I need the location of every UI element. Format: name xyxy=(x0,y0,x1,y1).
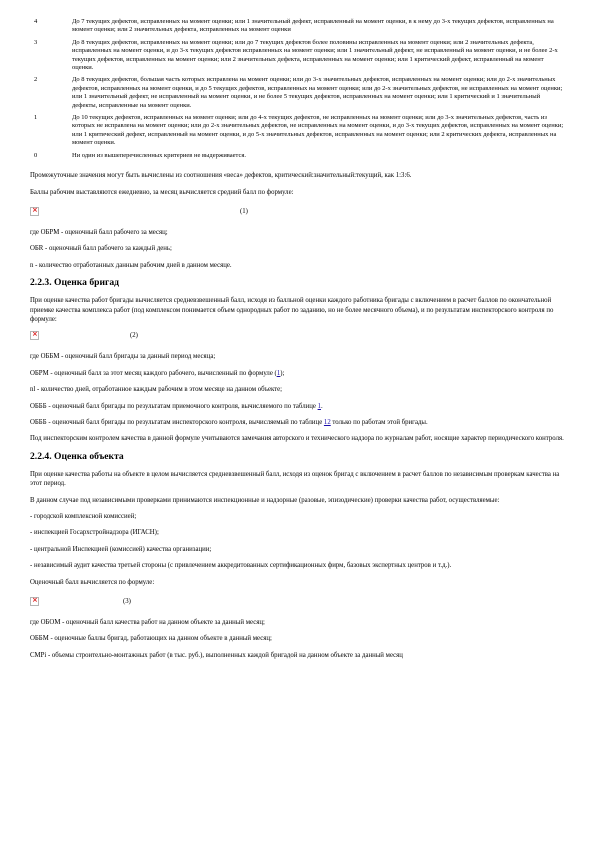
definition-obpm: где OБPM - оценочный балл рабочего за месяц; xyxy=(30,228,168,236)
definition-cmpi: CMPi - объемы строительно-монтажных работ (в тыс. руб.), выполненных каждой бригадой на данном объекте за данный месяц xyxy=(30,651,403,659)
table-12-link[interactable]: 12 xyxy=(323,418,331,426)
broken-image-icon: × xyxy=(32,205,38,214)
formula-number: (2) xyxy=(130,332,138,340)
paragraph-formula-intro: Оценочный балл вычисляется по формуле: xyxy=(30,578,155,586)
formula-3 xyxy=(30,597,565,611)
score-cell: 1 xyxy=(34,114,38,122)
list-item: - городской комплексной комиссией; xyxy=(30,513,137,520)
criteria-cell: До 10 текущих дефектов, исправленных на момент оценки; или до 4-х текущих дефектов, не исправленных на момент оценки; или до 3-х значительных дефектов, часть из которых не исправлена на момент оценки; или до 2-х значительных дефектов, не исправленных на момент оценки, и до 3-х текущих дефектов, исправленных на момент оценки; или 1 критический дефект, исправленный на момент оценки, и до 5-х значительных дефектов, исправленных на момент оценки; или 2 критических дефекта, исправленных на момент оценки. xyxy=(72,114,564,147)
table-row xyxy=(30,39,565,77)
table-row xyxy=(30,152,565,164)
formula-2 xyxy=(30,331,565,345)
paragraph-daily-scores: Баллы рабочим выставляются ежедневно, за месяц вычисляется средний балл по формуле: xyxy=(30,188,294,196)
paragraph-brigade-assessment: При оценке качества работ бригады вычисляется средневзвешенный балл, исходя из балльной оценки каждого работника бригады с включением в расчет баллов по окончательной приемке качества комплекса работ (под комплексом понимается объем однородных работ по заданию, но не более месячного объема), и по результатам инспекторского контроля по формуле: xyxy=(30,297,554,323)
definition-n: n - количество отработанных данным рабочим дней в данном месяце. xyxy=(30,261,232,269)
section-heading-brigades: 2.2.3. Оценка бригад xyxy=(30,277,120,289)
definition-inspection-score: OБББ - оценочный балл бригады по результатам инспекторского контроля, вычисляемый по таблице 12 только по работам этой бригады. xyxy=(30,418,428,426)
table-row xyxy=(30,76,565,114)
score-cell: 0 xyxy=(34,151,38,159)
formula-number: (1) xyxy=(240,207,248,215)
broken-image-icon: × xyxy=(32,596,38,605)
score-cell: 3 xyxy=(34,38,38,46)
score-table xyxy=(30,18,565,164)
criteria-cell: До 8 текущих дефектов, большая часть которых исправлена на момент оценки; или до 3-х значительных дефектов, исправленных на момент оценки; или до 2-х значительных дефектов, исправленных на момент оценки, и до 5 текущих дефектов, исправленных на момент оценки; или до 2-х значительных дефектов, не исправленных на момент оценки; или 1 значительный дефект, не исправленный на момент оценки, и не более 5 текущих дефектов, исправленных на момент оценки; или 1 критический и 1 значительный дефекты, исправленные на момент оценки. xyxy=(72,76,563,109)
paragraph-object-assessment: При оценке качества работы на объекте в целом вычисляется средневзвешенный балл, исходя из оценок бригад с включением в расчет баллов по независимым проверкам качества на этот период. xyxy=(30,470,560,488)
criteria-cell: Ни один из вышеперечисленных критериев не выдерживается. xyxy=(72,151,246,159)
definition-acceptance-score: OБББ - оценочный балл бригады по результатам приемочного контроля, вычисляемого по таблице 1. xyxy=(30,402,323,410)
section-heading-object: 2.2.4. Оценка объекта xyxy=(30,450,124,462)
score-cell: 2 xyxy=(34,76,38,84)
paragraph-independent-checks: В данном случае под независимыми проверками принимаются инспекционные и надзорные (разовые, эпизодические) проверки качества работ, осуществляемые: xyxy=(30,496,500,504)
broken-image-icon: × xyxy=(32,330,38,339)
formula-number: (3) xyxy=(123,598,131,606)
definition-obom: где OБOM - оценочный балл качества работ на данном объекте за данный месяц; xyxy=(30,619,265,627)
list-item: - инспекцией Госархстройнадзора (ИГАСН); xyxy=(30,529,159,537)
list-item: - независимый аудит качества третьей стороны (с привлечением аккредитованных сертификационных фирм, базовых экспертных центров и т.д.). xyxy=(30,562,452,570)
definition-obr: OБR - оценочный балл рабочего за каждый день; xyxy=(30,245,172,253)
definition-nl: nl - количество дней, отработанное каждым рабочим в этом месяце на данном объекте; xyxy=(30,386,283,394)
list-item: - центральной Инспекцией (комиссией) качества организации; xyxy=(30,545,212,553)
definition-obpm-brigade: OБPM - оценочный балл за этот месяц каждого рабочего, вычисленный по формуле (1); xyxy=(30,369,285,377)
paragraph-inspection-control: Под инспекторским контролем качества в данной формуле учитываются замечания авторского и технического надзора по журналам работ, носящие характер периодического контроля. xyxy=(30,435,564,443)
definition-obbm: где OББM - оценочный балл бригады за данный период месяца; xyxy=(30,353,216,361)
table-1-link[interactable]: 1 xyxy=(317,402,321,410)
paragraph-intermediate-values: Промежуточные значения могут быть вычислены из соотношения «веса» дефектов, критический:значительный:текущий, как 1:3:6. xyxy=(30,172,412,180)
table-row xyxy=(30,114,565,152)
score-cell: 4 xyxy=(34,18,38,25)
formula-1 xyxy=(30,207,565,221)
criteria-cell: До 7 текущих дефектов, исправленных на момент оценки; или 1 значительный дефект, исправленный на момент оценки, в к нему до 3-х текущих дефектов, исправленных на момент оценки; или 2 значительных дефекта, исправленных на момент оценки xyxy=(72,18,554,34)
table-row xyxy=(30,18,565,39)
formula-1-link[interactable]: 1 xyxy=(276,369,281,377)
definition-obbm-object: OББM - оценочные баллы бригад, работающих на данном объекте в данный месяц; xyxy=(30,635,272,643)
criteria-cell: До 8 текущих дефектов, исправленных на момент оценки; или до 7 текущих дефектов более половины исправленных на момент оценки; или 2 значительных дефекта, исправленных на момент оценки, и до 3-х текущих дефектов исправленных на момент оценки; или 1 значительный дефект, не исправленный на момент оценки, и не более 2-х текущих дефектов, исправленных на момент оценки; или 2 значительных дефекта, исправленных на момент оценки; или 1 критический дефект, исправленный на момент оценки. xyxy=(72,38,558,72)
